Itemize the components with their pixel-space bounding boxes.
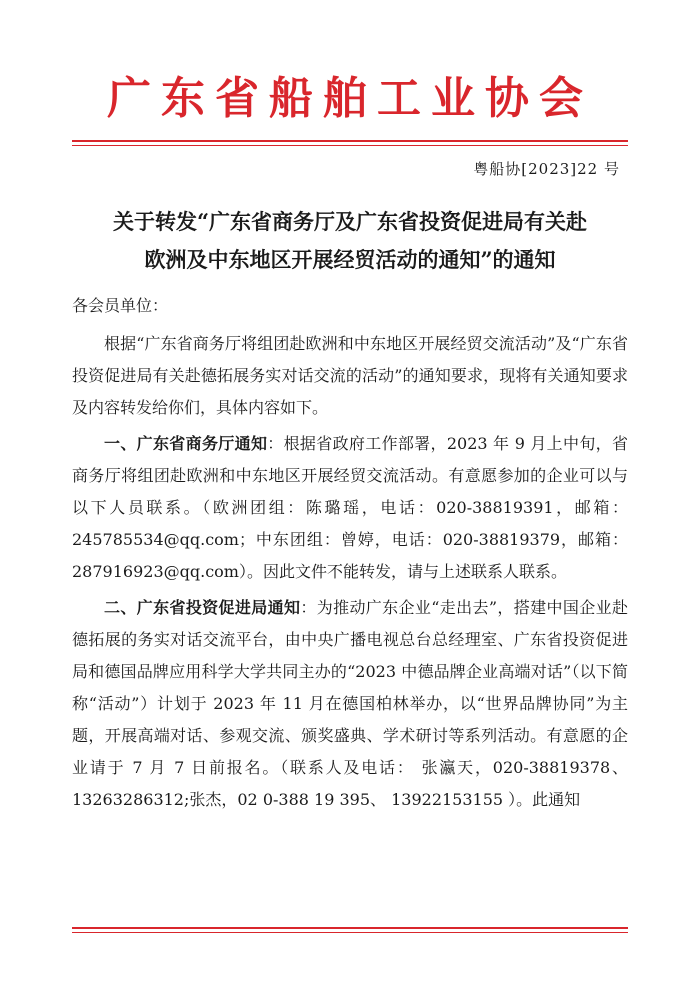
document-number: 粤船协[2023]22 号 bbox=[473, 160, 620, 178]
letterhead-divider bbox=[72, 140, 628, 142]
footer-divider-thin bbox=[72, 932, 628, 933]
document-body bbox=[72, 328, 628, 820]
letterhead-divider-thin bbox=[72, 145, 628, 146]
section-1-paragraph bbox=[72, 428, 628, 588]
section-1-text: ：根据省政府工作部署，2023 年 9 月上中旬，省商务厅将组团赴欧洲和中东地区开展经贸交流活动。有意愿参加的企业可以与以下人员联系。（欧洲团组：陈璐瑶，电话：020-38819391，邮箱：245785534@qq.com；中东团组：曾婷，电话：020-38819379，邮箱：287916923@qq.com）。因此文件不能转发，请与上述联系人联系。 bbox=[72, 434, 628, 581]
document-title bbox=[0, 203, 700, 279]
document-title-line-1: 关于转发“广东省商务厅及广东省投资促进局有关赴 bbox=[112, 209, 588, 234]
section-1-heading: 一、广东省商务厅通知 bbox=[104, 434, 268, 453]
intro-paragraph: 根据“广东省商务厅将组团赴欧洲和中东地区开展经贸交流活动”及“广东省投资促进局有关赴德拓展务实对话交流的活动”的通知要求，现将有关通知要求及内容转发给你们，具体内容如下。 bbox=[72, 334, 628, 417]
section-2-heading: 二、广东省投资促进局通知 bbox=[104, 598, 301, 617]
section-2-text: ：为推动广东企业“走出去”，搭建中国企业赴德拓展的务实对话交流平台，由中央广播电视总台总经理室、广东省投资促进局和德国品牌应用科学大学共同主办的“2023 中德品牌企业高端对话”（以下简称“活动”）计划于 2023 年 11 月在德国柏林举办，以“世界品牌协同”为主题，开展高端对话、参观交流、颁奖盛典、学术研讨等系列活动。有意愿的企业请于 7 月 7 日前报名。（联系人及电话： 张瀛天，020-38819378、13263286312;张杰，02 0-388 19 395、 13922153155 ）。此通知 bbox=[72, 598, 628, 809]
salutation: 各会员单位： bbox=[72, 296, 169, 315]
footer-divider bbox=[72, 927, 628, 929]
document-title-line-2: 欧洲及中东地区开展经贸活动的通知”的通知 bbox=[144, 247, 556, 272]
section-2-paragraph bbox=[72, 592, 628, 816]
letterhead-title: 广东省船舶工业协会 bbox=[107, 73, 593, 124]
